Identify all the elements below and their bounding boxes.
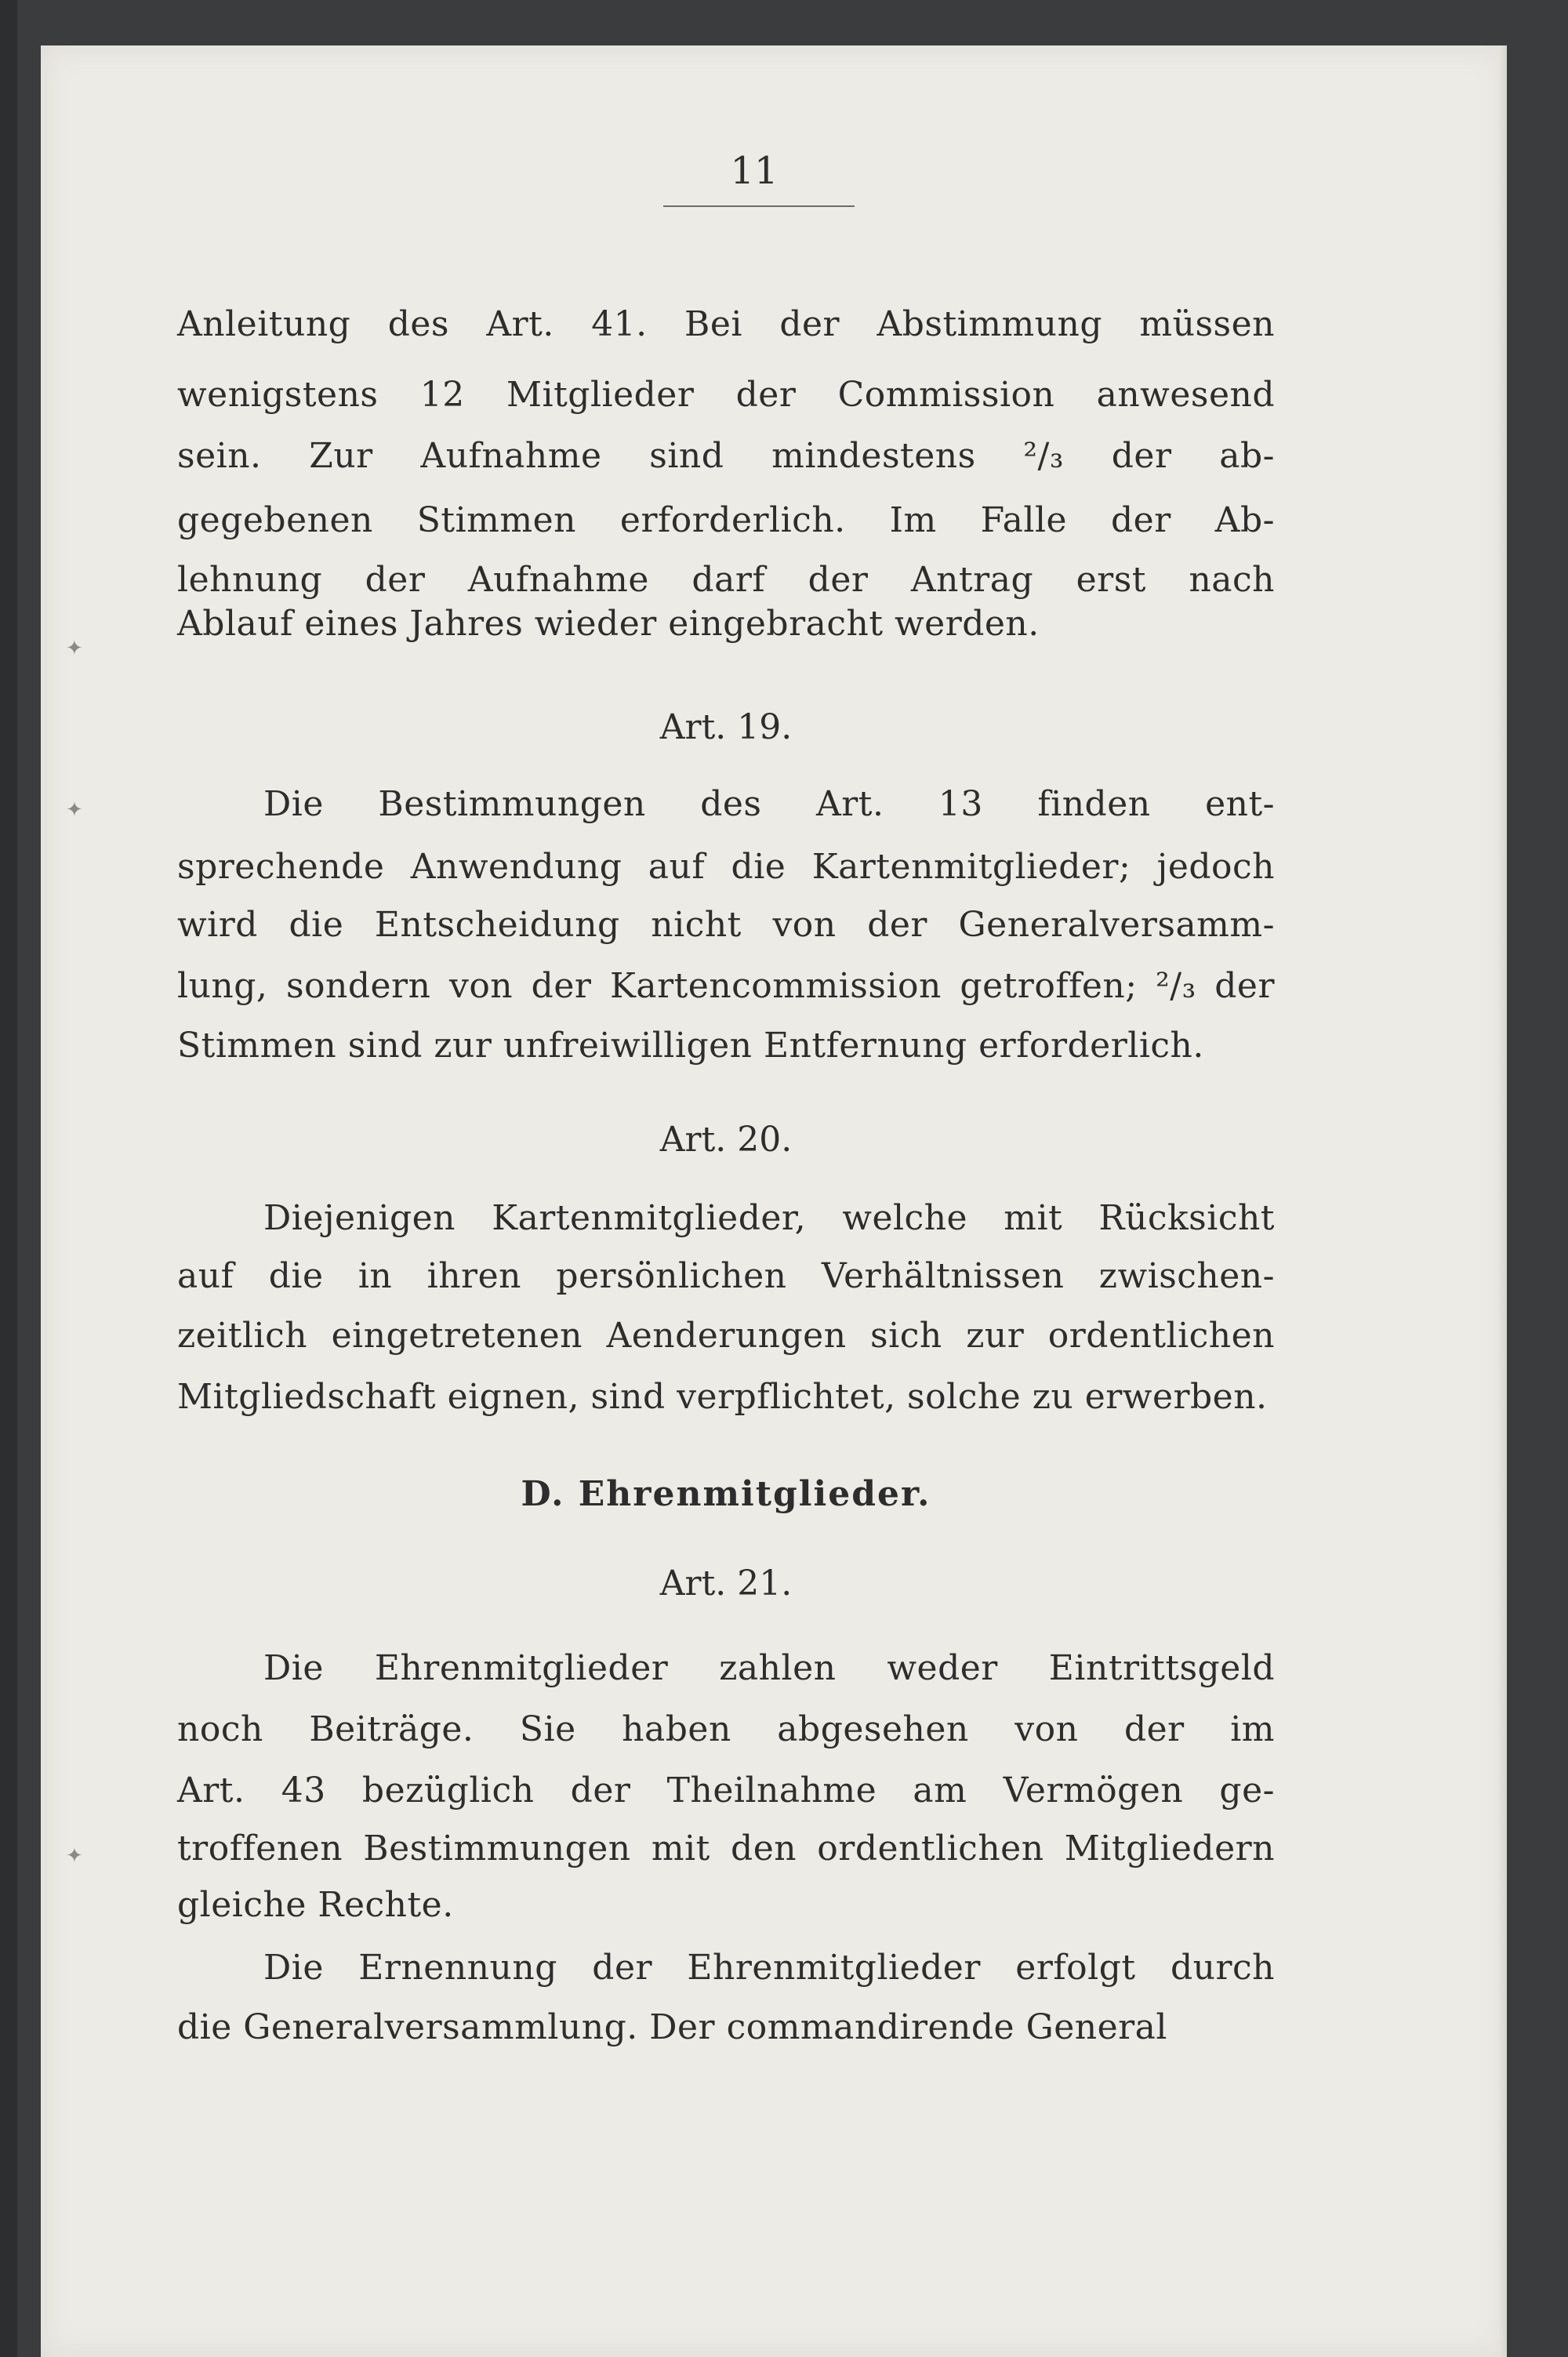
article-heading: Art. 20. bbox=[659, 1120, 793, 1160]
text-line: zeitlich eingetretenen Aenderungen sich zur ordentlichen bbox=[177, 1316, 1275, 1356]
text-line: Art. 43 bezüglich der Theilnahme am Vermögen ge- bbox=[177, 1770, 1275, 1810]
text-line: Die Ehrenmitglieder zahlen weder Eintrittsgeld bbox=[263, 1648, 1275, 1688]
page-number-rule bbox=[663, 205, 855, 207]
text-line: gegebenen Stimmen erforderlich. Im Falle der Ab- bbox=[177, 500, 1275, 540]
text-line: Mitgliedschaft eignen, sind verpflichtet, solche zu erwerben. bbox=[177, 1377, 1268, 1417]
text-line: lehnung der Aufnahme darf der Antrag erst nach bbox=[177, 560, 1275, 600]
article-heading: Art. 21. bbox=[659, 1563, 793, 1603]
text-line: Ablauf eines Jahres wieder eingebracht werden. bbox=[177, 604, 1040, 644]
text-line: sprechende Anwendung auf die Kartenmitglieder; jedoch bbox=[177, 847, 1275, 887]
page-edge bbox=[1499, 45, 1507, 2357]
text-line: auf die in ihren persönlichen Verhältnissen zwischen- bbox=[177, 1256, 1275, 1296]
text-line: Anleitung des Art. 41. Bei der Abstimmung müssen bbox=[177, 304, 1275, 344]
margin-mark: ✦ bbox=[66, 1844, 83, 1868]
text-line: noch Beiträge. Sie haben abgesehen von der im bbox=[177, 1709, 1275, 1749]
scan-background bbox=[0, 0, 17, 2357]
text-line: gleiche Rechte. bbox=[177, 1885, 454, 1925]
text-line: sein. Zur Aufnahme sind mindestens ²/₃ der ab- bbox=[177, 436, 1275, 476]
text-line: wird die Entscheidung nicht von der Generalversamm- bbox=[177, 905, 1275, 945]
text-line: Die Bestimmungen des Art. 13 finden ent- bbox=[263, 784, 1275, 824]
section-heading: D. Ehrenmitglieder. bbox=[521, 1474, 931, 1514]
text-line: Stimmen sind zur unfreiwilligen Entfernung erforderlich. bbox=[177, 1026, 1204, 1066]
text-line: die Generalversammlung. Der commandirende General bbox=[177, 2007, 1167, 2047]
text-line: Die Ernennung der Ehrenmitglieder erfolgt durch bbox=[263, 1948, 1275, 1988]
text-line: wenigstens 12 Mitglieder der Commission anwesend bbox=[177, 375, 1275, 415]
margin-mark: ✦ bbox=[66, 798, 83, 822]
page-number: 11 bbox=[730, 149, 779, 193]
article-heading: Art. 19. bbox=[659, 707, 793, 747]
margin-mark: ✦ bbox=[66, 637, 83, 660]
text-line: Diejenigen Kartenmitglieder, welche mit Rücksicht bbox=[263, 1198, 1275, 1238]
text-line: lung, sondern von der Kartencommission getroffen; ²/₃ der bbox=[177, 966, 1275, 1006]
text-line: troffenen Bestimmungen mit den ordentlichen Mitgliedern bbox=[177, 1829, 1275, 1869]
